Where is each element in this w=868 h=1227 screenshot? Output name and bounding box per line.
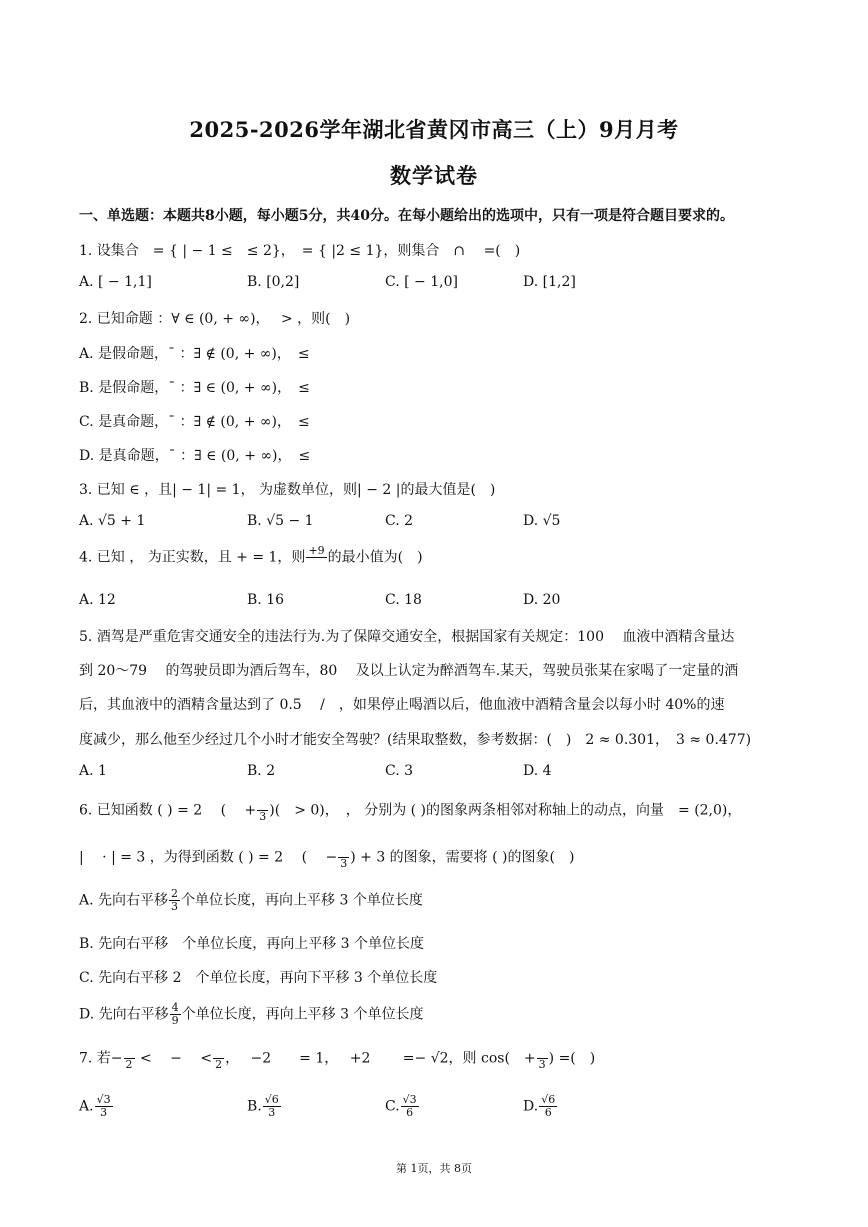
option-d: D. √5 — [523, 513, 561, 529]
fraction: 3 — [257, 798, 268, 823]
page-footer: 第 1页，共 8页 — [396, 1162, 472, 1175]
fraction: 2 — [213, 1046, 224, 1071]
option-c: C. $\frac{√3}{6}$ — [385, 1093, 417, 1119]
option-b: B. [0,2] — [247, 274, 300, 290]
option-d: D. 4 — [523, 763, 552, 779]
exam-subtitle: 数学试卷 — [390, 163, 478, 188]
fraction: 3 — [338, 845, 349, 870]
option-c: C. 18 — [385, 592, 422, 608]
question-5-line-1: 5. 酒驾是严重危害交通安全的违法行为.为了保障交通安全，根据国家有关规定：100 血液中酒精含量达 — [79, 629, 735, 645]
question-6-option-c: C. 先向右平移 2 个单位长度，再向下平移 3 个单位长度 — [79, 970, 438, 986]
option-c: C. 3 — [385, 763, 414, 779]
fraction: 2 — [124, 1046, 135, 1071]
question-6-line-1: 6. 已知函数 ( ) = 2 ( + 3 )( > 0)， ， 分别为 ( )的图象两条相邻对称轴上的动点，向量 = (2,0)， — [79, 798, 741, 823]
option-b: B. 16 — [247, 592, 285, 608]
option-b: B. √5 − 1 — [247, 513, 314, 529]
fraction: $\frac{2}{3}$ — [171, 887, 179, 913]
question-2-option-a: A. 是假命题，¯ ：∃ ∉ (0, + ∞)， ≤ — [79, 346, 310, 362]
option-c: C. [ − 1,0] — [385, 274, 458, 290]
fraction: $\frac{4}{9}$ — [171, 1001, 179, 1027]
option-b: B. 2 — [247, 763, 276, 779]
option-a: A. [ − 1,1] — [79, 274, 152, 290]
option-d: D. [1,2] — [523, 274, 576, 290]
fraction: 3 — [537, 1046, 548, 1071]
option-d: D. 20 — [523, 592, 561, 608]
question-4-stem — [79, 545, 423, 570]
question-7-stem: 7. 若− 2 < − < 2 ， −2 = 1， +2 =− √2，则 cos( + 3 ) =( ) — [79, 1046, 595, 1071]
option-a: A. 12 — [79, 592, 116, 608]
section-heading: 一、单选题：本题共8小题，每小题5分，共40分。在每小题给出的选项中，只有一项是符合题目要求的。 — [79, 208, 734, 224]
question-2-option-d: D. 是真命题，¯ ：∃ ∈ (0, + ∞)， ≤ — [79, 448, 311, 464]
question-2-stem: 2. 已知命题 ：∀ ∈ (0, + ∞)， > ，则( ) — [79, 311, 351, 327]
question-4-text-before: 4. 已知 ， 为正实数，且 + = 1，则 — [79, 549, 306, 566]
question-5-line-2: 到 20～79 的驾驶员即为酒后驾车，80 及以上认定为醉酒驾车.某天，驾驶员张某在家喝了一定量的酒 — [79, 663, 739, 679]
question-4-fraction: +9 — [308, 544, 325, 557]
question-6-option-b: B. 先向右平移 个单位长度，再向上平移 3 个单位长度 — [79, 936, 424, 952]
question-6-line-2: | · | = 3 ，为得到函数 ( ) = 2 ( − 3 ) + 3 的图象，需要将 ( )的图象( ) — [79, 845, 574, 870]
option-a: A. $\frac{√3}{3}$ — [79, 1093, 111, 1119]
option-a: A. √5 + 1 — [79, 513, 146, 529]
option-b: B. $\frac{√6}{3}$ — [247, 1093, 279, 1119]
question-2-option-c: C. 是真命题，¯ ：∃ ∉ (0, + ∞)， ≤ — [79, 414, 310, 430]
question-1-stem: 1. 设集合 = { | − 1 ≤ ≤ 2}， = { |2 ≤ 1}，则集合 ∩ =( ) — [79, 243, 521, 259]
option-a: A. 1 — [79, 763, 107, 779]
question-5-line-4: 度减少，那么他至少经过几个小时才能安全驾驶？(结果取整数，参考数据：( ) 2 ≈ 0.301， 3 ≈ 0.477) — [79, 732, 752, 748]
question-4-text-after: 的最小值为( ) — [327, 549, 423, 566]
option-d: D. $\frac{√6}{6}$ — [523, 1093, 556, 1119]
question-6-option-a: A. 先向右平移 $\frac{2}{3}$ 个单位长度，再向上平移 3 个单位长度 — [79, 887, 423, 913]
question-5-line-3: 后，其血液中的酒精含量达到了 0.5 / ，如果停止喝酒以后，他血液中酒精含量会以每小时 40%的速 — [79, 697, 725, 713]
question-3-stem: 3. 已知 ∈ ，且| − 1| = 1， 为虚数单位，则| − 2 |的最大值是( ) — [79, 482, 496, 498]
exam-title: 2025-2026学年湖北省黄冈市高三（上）9月月考 — [189, 117, 679, 142]
question-6-option-d: D. 先向右平移 $\frac{4}{9}$ 个单位长度，再向上平移 3 个单位长度 — [79, 1001, 424, 1027]
question-2-option-b: B. 是假命题，¯ ：∃ ∈ (0, + ∞)， ≤ — [79, 380, 310, 396]
option-c: C. 2 — [385, 513, 414, 529]
